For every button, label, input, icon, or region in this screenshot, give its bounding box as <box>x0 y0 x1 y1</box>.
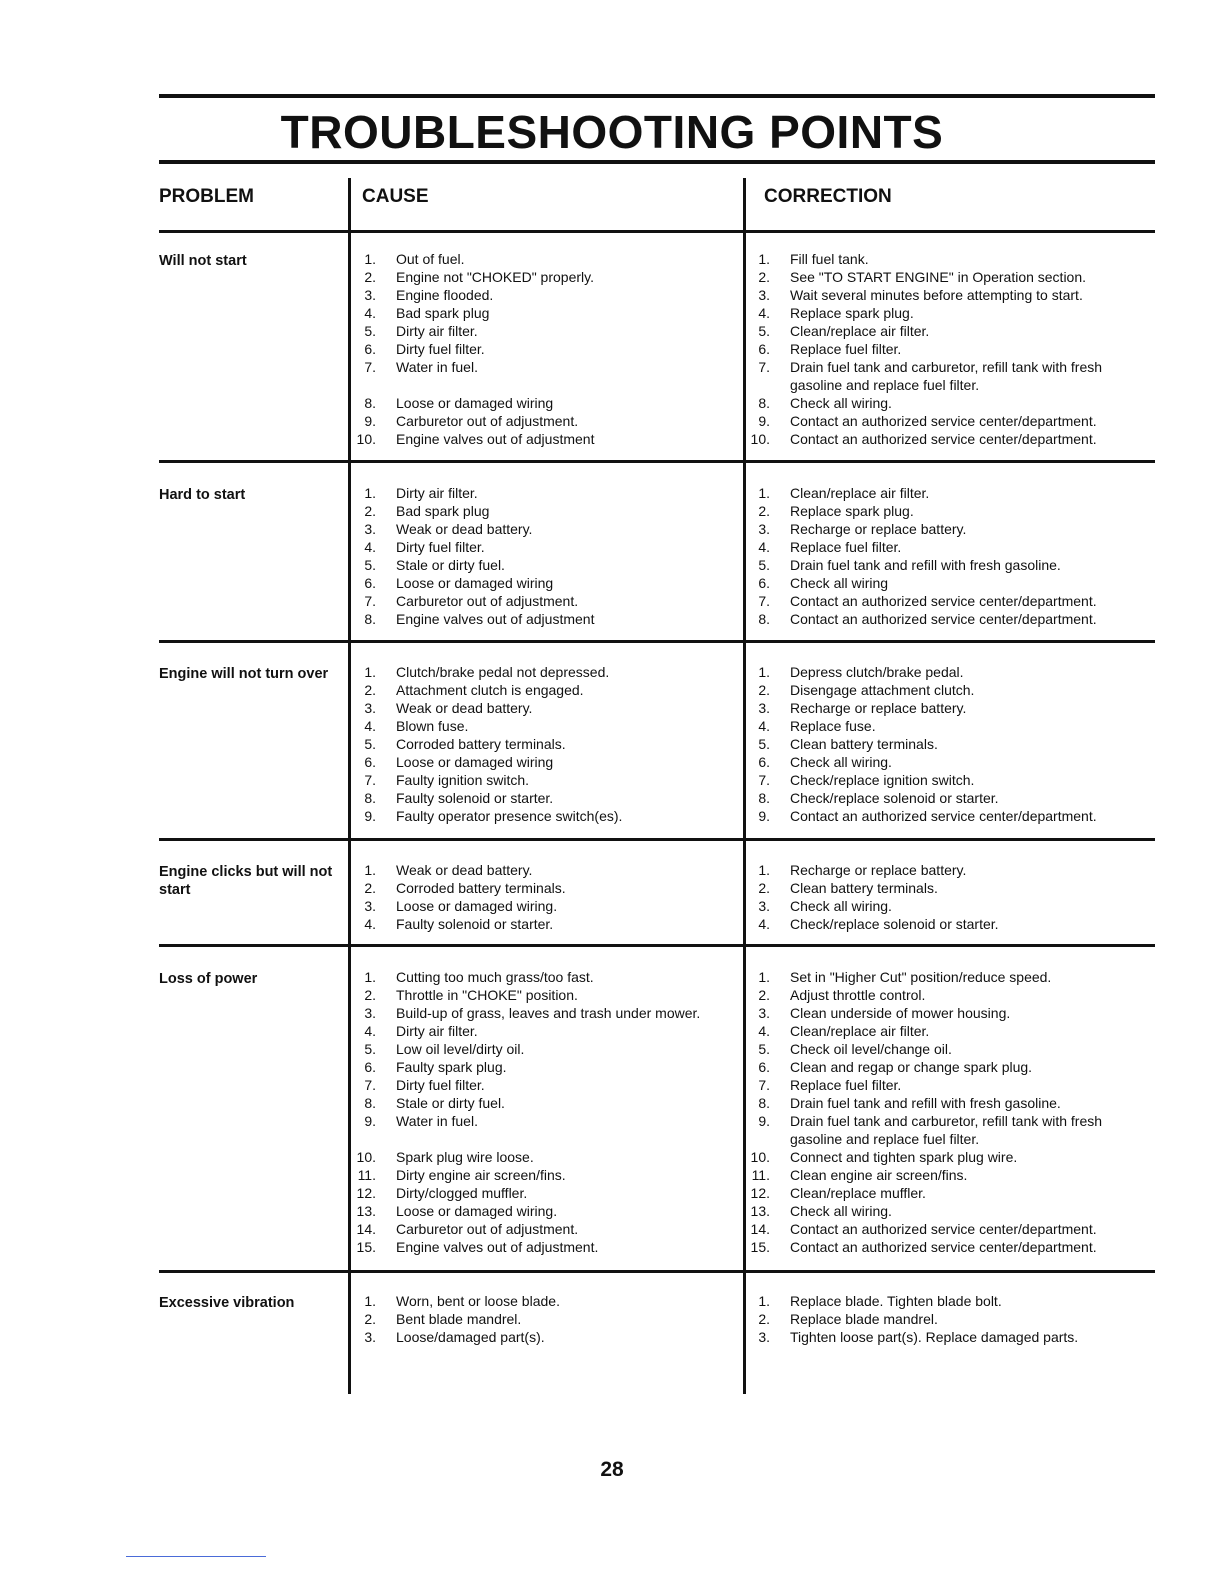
header-correction: CORRECTION <box>764 186 892 207</box>
section-separator <box>159 640 1155 643</box>
problem-label: Loss of power <box>159 971 258 987</box>
cause-item: 4. Bad spark plug <box>364 305 490 321</box>
correction-list <box>750 861 1150 933</box>
cause-item: 4. Faulty solenoid or starter. <box>364 916 554 932</box>
cause-item: 6. Faulty spark plug. <box>364 1059 507 1075</box>
cause-list <box>356 968 736 1256</box>
correction-list <box>750 484 1150 628</box>
correction-item: 3. Clean underside of mower housing. <box>758 1005 1011 1021</box>
cause-item: 6. Loose or damaged wiring <box>364 754 554 770</box>
correction-item: 8. Contact an authorized service center/department. <box>758 611 1097 627</box>
problem-label: Will not start <box>159 253 247 269</box>
correction-item: 9. Drain fuel tank and carburetor, refill tank with fresh gasoline and replace fuel filter. <box>758 1113 1103 1147</box>
cause-item: 4. Blown fuse. <box>364 718 469 734</box>
correction-item: 3. Tighten loose part(s). Replace damaged parts. <box>758 1329 1079 1345</box>
correction-item: 14. Contact an authorized service center/department. <box>750 1221 1097 1237</box>
correction-item: 1. Depress clutch/brake pedal. <box>758 664 964 680</box>
cause-item: 1. Out of fuel. <box>364 251 465 267</box>
cause-list <box>356 484 736 628</box>
header-problem: PROBLEM <box>159 186 254 207</box>
correction-item: 15. Contact an authorized service center/department. <box>750 1239 1097 1255</box>
section-separator <box>159 838 1155 841</box>
cause-item: 6. Loose or damaged wiring <box>364 575 554 591</box>
correction-item: 6. Check all wiring <box>758 575 889 591</box>
cause-item: 11. Dirty engine air screen/fins. <box>357 1167 566 1183</box>
correction-item: 1. Replace blade. Tighten blade bolt. <box>758 1293 1002 1309</box>
correction-list <box>750 663 1150 825</box>
cause-item: 1. Dirty air filter. <box>364 485 478 501</box>
cause-item: 12. Dirty/clogged muffler. <box>356 1185 528 1201</box>
correction-item: 1. Fill fuel tank. <box>758 251 869 267</box>
correction-item: 5. Drain fuel tank and refill with fresh gasoline. <box>758 557 1061 573</box>
cause-item: 3. Loose/damaged part(s). <box>364 1329 545 1345</box>
cause-item: 7. Dirty fuel filter. <box>364 1077 485 1093</box>
correction-item: 7. Contact an authorized service center/department. <box>758 593 1097 609</box>
cause-item: 13. Loose or damaged wiring. <box>356 1203 558 1219</box>
correction-item: 2. Replace blade mandrel. <box>758 1311 938 1327</box>
correction-item: 2. Clean battery terminals. <box>758 880 938 896</box>
correction-item: 6. Check all wiring. <box>758 754 892 770</box>
cause-item: 8. Stale or dirty fuel. <box>364 1095 505 1111</box>
cause-item: 7. Faulty ignition switch. <box>364 772 530 788</box>
correction-item: 12. Clean/replace muffler. <box>750 1185 926 1201</box>
correction-item: 1. Set in "Higher Cut" position/reduce speed. <box>758 969 1052 985</box>
problem-label: Hard to start <box>159 487 246 503</box>
correction-item: 2. Disengage attachment clutch. <box>758 682 975 698</box>
cause-list <box>356 663 736 825</box>
correction-item: 10. Connect and tighten spark plug wire. <box>750 1149 1018 1165</box>
correction-item: 7. Check/replace ignition switch. <box>758 772 975 788</box>
correction-item: 11. Clean engine air screen/fins. <box>751 1167 968 1183</box>
cause-item: 7. Water in fuel. <box>364 359 478 375</box>
cause-item: 1. Weak or dead battery. <box>364 862 533 878</box>
section-separator <box>159 944 1155 947</box>
title-rule <box>159 160 1155 164</box>
problem-label: Engine clicks but will not start <box>159 864 333 898</box>
column-divider-right <box>743 178 746 1394</box>
cause-item: 8. Faulty solenoid or starter. <box>364 790 554 806</box>
cause-item: 4. Dirty air filter. <box>364 1023 478 1039</box>
cause-item: 1. Clutch/brake pedal not depressed. <box>364 664 610 680</box>
cause-item: 5. Low oil level/dirty oil. <box>364 1041 525 1057</box>
cause-item: 3. Engine flooded. <box>364 287 494 303</box>
correction-item: 3. Check all wiring. <box>758 898 892 914</box>
cause-item: 15. Engine valves out of adjustment. <box>356 1239 599 1255</box>
cause-item: 14. Carburetor out of adjustment. <box>356 1221 579 1237</box>
cause-item: 7. Carburetor out of adjustment. <box>364 593 579 609</box>
correction-item: 6. Clean and regap or change spark plug. <box>758 1059 1033 1075</box>
correction-item: 8. Drain fuel tank and refill with fresh gasoline. <box>758 1095 1061 1111</box>
cause-item: 4. Dirty fuel filter. <box>364 539 485 555</box>
cause-item: 5. Stale or dirty fuel. <box>364 557 505 573</box>
correction-item: 1. Clean/replace air filter. <box>758 485 930 501</box>
cause-item: 6. Dirty fuel filter. <box>364 341 485 357</box>
correction-item: 4. Replace fuel filter. <box>758 539 902 555</box>
cause-item: 3. Weak or dead battery. <box>364 521 533 537</box>
cause-item: 2. Attachment clutch is engaged. <box>364 682 584 698</box>
cause-item: 3. Build-up of grass, leaves and trash under mower. <box>364 1005 701 1021</box>
problem-label: Excessive vibration <box>159 1295 295 1311</box>
correction-item: 4. Replace fuse. <box>758 718 876 734</box>
cause-item: 1. Worn, bent or loose blade. <box>364 1293 560 1309</box>
cause-item: 1. Cutting too much grass/too fast. <box>364 969 594 985</box>
cause-item: 2. Engine not "CHOKED" properly. <box>364 269 594 285</box>
cause-item: 2. Bent blade mandrel. <box>364 1311 522 1327</box>
correction-item: 9. Contact an authorized service center/department. <box>758 413 1097 429</box>
correction-item: 13. Check all wiring. <box>750 1203 892 1219</box>
cause-item: 5. Corroded battery terminals. <box>364 736 566 752</box>
cause-item: 10. Engine valves out of adjustment <box>356 431 595 447</box>
correction-list <box>750 1292 1150 1346</box>
cause-item: 8. Loose or damaged wiring <box>364 395 554 411</box>
correction-item: 7. Replace fuel filter. <box>758 1077 902 1093</box>
correction-item: 3. Recharge or replace battery. <box>758 521 967 537</box>
correction-list <box>750 968 1150 1256</box>
correction-item: 4. Clean/replace air filter. <box>758 1023 930 1039</box>
correction-item: 4. Check/replace solenoid or starter. <box>758 916 999 932</box>
cause-item: 8. Engine valves out of adjustment <box>364 611 595 627</box>
correction-item: 5. Clean/replace air filter. <box>758 323 930 339</box>
cause-item: 2. Throttle in "CHOKE" position. <box>364 987 578 1003</box>
page-number: 28 <box>600 1458 624 1481</box>
correction-item: 6. Replace fuel filter. <box>758 341 902 357</box>
header-separator <box>159 230 1155 233</box>
cause-item: 3. Loose or damaged wiring. <box>364 898 558 914</box>
top-rule <box>159 94 1155 98</box>
correction-item: 2. Replace spark plug. <box>758 503 914 519</box>
correction-item: 1. Recharge or replace battery. <box>758 862 967 878</box>
correction-item: 4. Replace spark plug. <box>758 305 914 321</box>
cause-item: 9. Faulty operator presence switch(es). <box>364 808 623 824</box>
correction-list <box>750 250 1150 448</box>
correction-item: 3. Recharge or replace battery. <box>758 700 967 716</box>
cause-list <box>356 250 736 448</box>
header-cause: CAUSE <box>362 186 429 207</box>
cause-item: 2. Corroded battery terminals. <box>364 880 566 896</box>
section-separator <box>159 460 1155 463</box>
correction-item: 7. Drain fuel tank and carburetor, refill tank with fresh gasoline and replace fuel filter. <box>758 359 1103 393</box>
cause-item: 9. Water in fuel. <box>364 1113 478 1129</box>
correction-item: 5. Check oil level/change oil. <box>758 1041 952 1057</box>
column-divider-left <box>348 178 351 1394</box>
cause-item: 2. Bad spark plug <box>364 503 490 519</box>
correction-item: 9. Contact an authorized service center/department. <box>758 808 1097 824</box>
section-separator <box>159 1270 1155 1273</box>
correction-item: 5. Clean battery terminals. <box>758 736 938 752</box>
correction-item: 10. Contact an authorized service center/department. <box>750 431 1097 447</box>
cause-item: 5. Dirty air filter. <box>364 323 478 339</box>
correction-item: 2. See "TO START ENGINE" in Operation section. <box>758 269 1087 285</box>
cause-list <box>356 1292 736 1346</box>
page-title: TROUBLESHOOTING POINTS <box>280 106 944 158</box>
correction-item: 2. Adjust throttle control. <box>758 987 926 1003</box>
cause-item: 9. Carburetor out of adjustment. <box>364 413 579 429</box>
correction-item: 8. Check all wiring. <box>758 395 892 411</box>
cause-item: 3. Weak or dead battery. <box>364 700 533 716</box>
problem-label: Engine will not turn over <box>159 666 329 682</box>
cause-item: 10. Spark plug wire loose. <box>356 1149 534 1165</box>
footer-rule <box>126 1556 266 1557</box>
correction-item: 8. Check/replace solenoid or starter. <box>758 790 999 806</box>
cause-list <box>356 861 736 933</box>
correction-item: 3. Wait several minutes before attempting to start. <box>758 287 1083 303</box>
